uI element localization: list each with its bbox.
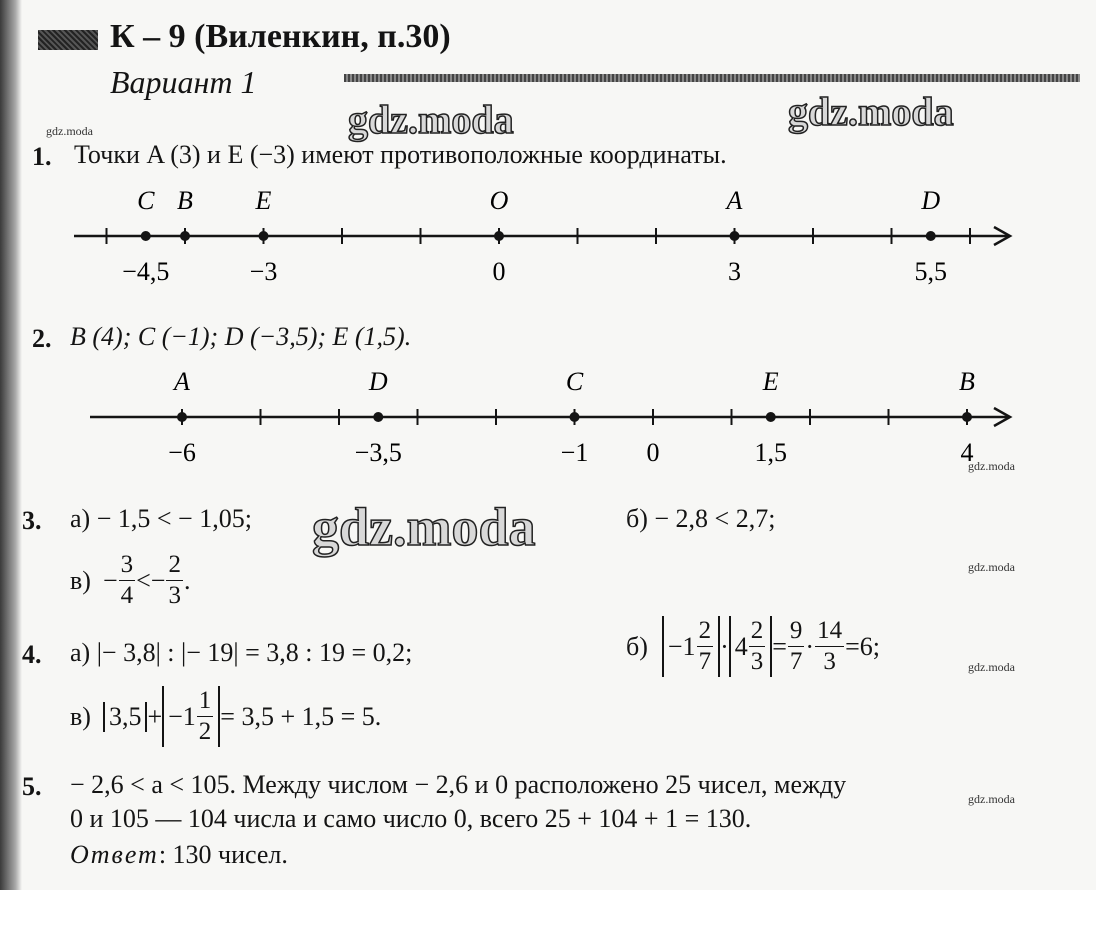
problem-3-b: б) − 2,8 < 2,7; [626,504,776,533]
problem-5-answer [70,840,288,870]
problem-4-b-result: =6; [845,631,880,661]
number-line-1-value-label-C: −4,5 [122,257,170,286]
problem-3-number: 3. [22,506,42,535]
number-line-2-point-label-A: A [174,367,190,396]
watermark-small-1: gdz.moda [46,124,93,138]
number-line-2-tick-label: 0 [646,438,660,467]
problem-4-b-prefix: б) [626,631,648,661]
watermark-small-3: gdz.moda [968,560,1015,574]
number-line-1-point-label-C: C [137,186,155,215]
number-line-1-point-label-E: E [255,186,272,215]
watermark-1: gdz.moda [348,97,514,142]
problem-1-number: 1. [32,142,52,171]
problem-5-line-2: 0 и 105 — 104 числа и само число 0, всего 25 + 104 + 1 = 130. [70,804,752,833]
number-line-2-value-label-E: 1,5 [754,438,787,467]
number-line-2-point-label-E: E [762,367,779,396]
title-marker-block [38,30,98,50]
problem-4-b-abs-2: 4 $\frac{2}{3}$ [729,616,773,677]
number-line-1-point-O [494,231,504,241]
number-line-1-value-label-D: 5,5 [914,257,947,286]
number-line-1 [60,180,1030,290]
problem-4-v-abs-1: 3,5 [103,702,148,732]
problem-3-v-fraction-1: $\frac{3}{4}$ [120,551,134,609]
problem-2-number: 2. [32,324,52,353]
problem-3-v-prefix: в) [70,565,91,595]
number-line-2-point-label-C: C [565,367,584,396]
number-line-1-point-A [730,231,740,241]
watermark-small-2: gdz.moda [968,459,1015,473]
problem-4-b-fraction-3: $\frac{9}{7}$ [789,617,803,675]
problem-2-text: B (4); C (−1); D (−3,5); E (1,5). [70,322,412,351]
number-line-1-point-label-D: D [921,186,941,215]
number-line-2-point-label-B: B [959,367,975,396]
problem-4-a: а) |− 3,8| : |− 19| = 3,8 : 19 = 0,2; [70,638,413,667]
number-line-1-point-C [141,231,151,241]
number-line-2-point-C [570,412,580,422]
problem-3-v-fraction-2: $\frac{2}{3}$ [168,551,181,609]
problem-5-answer-text: : 130 чисел. [158,840,288,869]
problem-4-v: в) 3,5 + −1 $\frac{1}{2}$ = 3,5 + 1,5 = 5. [70,687,382,745]
problem-4-number: 4. [22,640,42,669]
watermark-small-4: gdz.moda [968,660,1015,674]
number-line-2-value-label-D: −3,5 [354,438,402,467]
number-line-2 [60,364,1030,474]
number-line-1-point-label-O: O [489,186,509,215]
variant-rule [344,74,1080,82]
watermark-2: gdz.moda [788,89,954,134]
number-line-2-point-A [177,412,187,422]
page-edge-shadow [0,0,22,931]
problem-3-v: в) − $\frac{3}{4}$ <− $\frac{2}{3}$ . [70,551,191,609]
problem-4-b: б) −1 $\frac{2}{7}$ · 4 $\frac{2}{3}$ = $\frac{9}{7}$ · $\frac{14}{3}$ =6; [626,617,880,675]
number-line-1-point-E [259,231,269,241]
number-line-2-point-D [373,412,383,422]
problem-4-v-result: = 3,5 + 1,5 = 5. [220,701,382,731]
number-line-2-value-label-A: −6 [168,438,196,467]
variant-heading: Вариант 1 [110,64,257,100]
problem-5-number: 5. [22,772,42,801]
number-line-1-point-D [926,231,936,241]
number-line-1-point-B [180,231,190,241]
problem-3-a: а) − 1,5 < − 1,05; [70,504,252,533]
problem-5-line-1: − 2,6 < a < 105. Между числом − 2,6 и 0 расположено 25 чисел, между [70,770,847,799]
number-line-2-point-B [962,412,972,422]
problem-4-b-abs-1: −1 $\frac{2}{7}$ [662,616,720,677]
watermark-small-5: gdz.moda [968,792,1015,806]
problem-4-v-abs-2: −1 $\frac{1}{2}$ [162,686,220,747]
number-line-1-value-label-E: −3 [249,257,278,286]
problem-4-v-prefix: в) [70,701,91,731]
number-line-2-point-label-D: D [368,367,388,396]
problem-4-b-fraction-4: $\frac{14}{3}$ [817,617,843,675]
problem-1-text: Точки A (3) и E (−3) имеют противоположные координаты. [74,140,727,169]
number-line-1-point-label-B: B [177,186,193,215]
number-line-2-value-label-B: 4 [960,438,974,467]
problem-5-answer-label: Ответ [70,840,159,869]
number-line-1-value-label-A: 3 [728,257,741,286]
number-line-1-value-label-O: 0 [492,257,506,286]
page-bottom-margin [0,890,1096,931]
page-title: К – 9 (Виленкин, п.30) [110,18,451,55]
number-line-2-point-E [766,412,776,422]
watermark-3: gdz.moda [312,497,536,557]
number-line-1-point-label-A: A [726,186,743,215]
number-line-2-value-label-C: −1 [560,438,589,467]
